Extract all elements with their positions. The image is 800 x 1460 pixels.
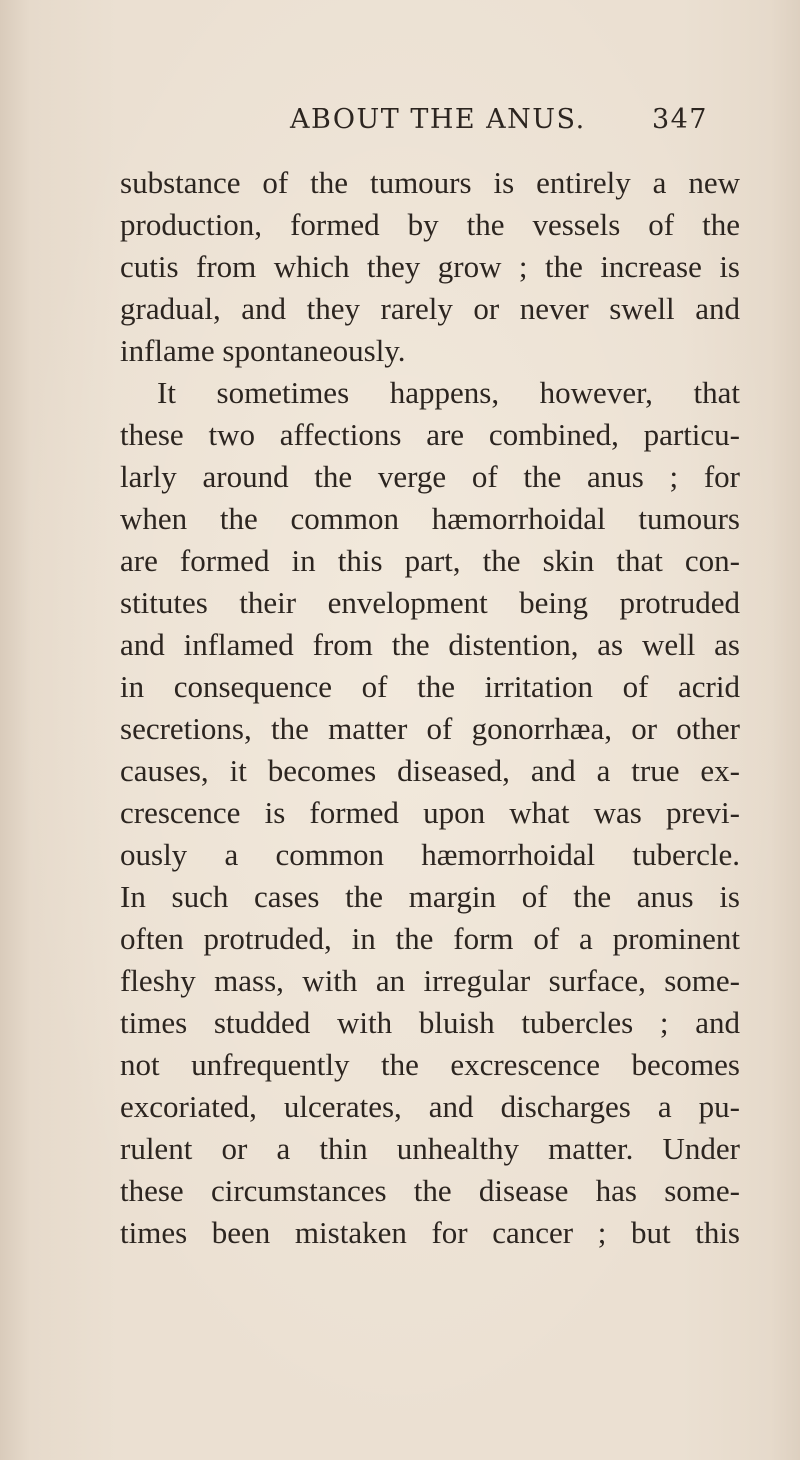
text-line: excoriated, ulcerates, and discharges a pu- [120,1089,740,1124]
page-number: 347 [651,104,708,135]
text-line: In such cases the margin of the anus is [120,879,740,914]
text-line: crescence is formed upon what was previ- [120,795,740,830]
text-line: substance of the tumours is entirely a new [120,165,740,200]
text-line: cutis from which they grow ; the increase is [120,249,740,284]
text-line: larly around the verge of the anus ; for [120,459,740,494]
text-line: gradual, and they rarely or never swell and [120,291,740,326]
text-line: these two affections are combined, particu- [120,417,740,452]
body-text [120,162,740,1254]
text-line: secretions, the matter of gonorrhæa, or other [120,711,740,746]
text-line: stitutes their envelopment being protruded [120,585,740,620]
text-line: are formed in this part, the skin that con- [120,543,740,578]
text-line: production, formed by the vessels of the [120,207,740,242]
running-head [120,104,720,140]
text-line: causes, it becomes diseased, and a true ex- [120,753,740,788]
paragraph-start-line: It sometimes happens, however, that [157,375,740,410]
text-line: these circumstances the disease has some- [120,1173,740,1208]
paragraph-end-line: inflame spontaneously. [120,333,406,368]
text-line: ously a common hæmorrhoidal tubercle. [120,837,740,872]
text-line: and inflamed from the distention, as well as [120,627,740,662]
text-line: times been mistaken for cancer ; but this [120,1215,740,1250]
text-line: often protruded, in the form of a prominent [120,921,740,956]
text-line: rulent or a thin unhealthy matter. Under [120,1131,740,1166]
text-line: fleshy mass, with an irregular surface, some- [120,963,740,998]
text-line: when the common hæmorrhoidal tumours [120,501,740,536]
text-line: not unfrequently the excrescence becomes [120,1047,740,1082]
text-line: times studded with bluish tubercles ; and [120,1005,740,1040]
text-line: in consequence of the irritation of acrid [120,669,740,704]
running-title: ABOUT THE ANUS. [290,104,586,135]
